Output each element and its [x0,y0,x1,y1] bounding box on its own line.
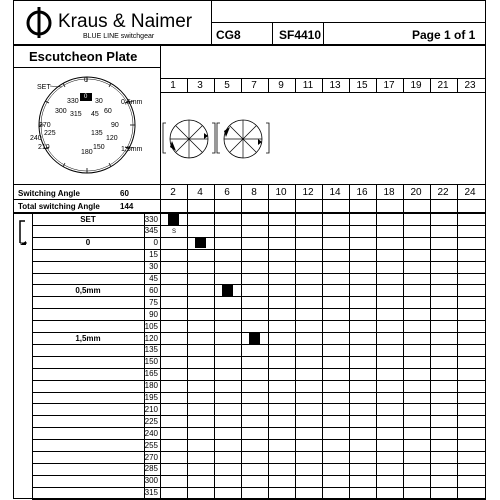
dial-number: 90 [111,122,119,129]
top-terminal-number: 3 [197,80,203,91]
header-rule [211,22,486,23]
angle-value: 180 [144,381,158,391]
angle-value: 270 [144,452,158,462]
brand-name: Kraus & Naimer [58,11,193,32]
bottom-terminal-number: 12 [302,187,314,198]
dial-number: 225 [44,130,56,137]
bottom-terminal-number: 20 [410,187,422,198]
escutcheon-title: Escutcheon Plate [29,49,138,64]
angle-value: 15 [149,250,158,260]
header-divider [272,22,273,44]
angle-value: 30 [149,262,158,272]
top-terminal-number: 15 [356,80,368,91]
position-label: 0 [85,238,91,248]
brand-tagline: BLUE LINE switchgear [83,33,155,40]
separator [13,199,486,200]
angle-value: 45 [149,274,158,283]
table-row [32,380,486,381]
set-arrow-icon [14,219,32,247]
top-terminal-number: 11 [302,80,314,91]
top-terminal-number: 13 [329,80,341,91]
top-terminal-number: 21 [437,80,449,91]
small-note: S [172,229,177,235]
dial-number: 210 [38,144,50,151]
table-row [32,249,486,250]
angle-value: 330 [144,214,158,224]
angle-value: 345 [144,226,158,236]
top-terminal-number: 9 [278,80,284,91]
table-row [32,487,486,488]
table-row [32,344,486,345]
program-number: SF4410 [279,28,322,42]
angle-value: 315 [144,488,158,498]
bottom-terminal-number: 14 [329,187,341,198]
table-row [32,225,486,226]
position-label: 0,5mm [75,285,101,295]
position-label: 1,5mm [75,333,101,343]
table-row [32,451,486,452]
bottom-terminal-number: 18 [383,187,395,198]
dial-number: 180 [81,149,93,156]
contact-closed-mark [222,285,233,296]
total-angle-value: 144 [120,202,134,211]
table-row [32,475,486,476]
dial-pointer-label: 0 [84,94,88,100]
bottom-terminal-number: 16 [356,187,368,198]
table-row [32,296,486,297]
top-terminal-number: 1 [170,80,176,91]
table-row [32,499,486,500]
angle-value: 120 [144,333,158,343]
angle-value: 240 [144,428,158,438]
bottom-terminal-number: 22 [437,187,449,198]
table-row [32,415,486,416]
value-underline [111,199,146,200]
table-row [32,320,486,321]
angle-value: 165 [144,369,158,379]
table-row [32,237,486,238]
total-angle-label: Total switching Angle [18,202,100,211]
dial-number: 45 [91,111,99,118]
separator [13,44,486,46]
dial-number: 315 [70,111,82,118]
table-row [32,439,486,440]
dial-number: 300 [55,108,67,115]
bottom-terminal-number: 2 [170,187,176,198]
dial-label-mid: 0,5mm [121,99,143,106]
angle-value: 255 [144,440,158,450]
page-indicator: Page 1 of 1 [412,28,476,42]
dial-number: 60 [104,108,112,115]
dial-number: 30 [95,98,103,105]
bottom-terminal-number: 4 [197,187,203,198]
header-divider [323,22,324,44]
table-row [32,273,486,274]
contact-closed-mark [249,333,260,344]
angle-value: 195 [144,393,158,402]
dial-number: 150 [93,144,105,151]
switching-angle-value: 60 [120,189,129,198]
bottom-terminal-number: 8 [251,187,257,198]
angle-value: 225 [144,416,158,426]
brand-logo-icon [22,5,56,39]
separator [13,184,486,185]
contact-closed-mark [168,214,179,225]
top-terminal-number: 17 [383,80,395,91]
switching-angle-label: Switching Angle [18,189,80,198]
dial-number: 330 [67,98,79,105]
table-row [32,261,486,262]
top-terminal-number: 7 [251,80,257,91]
bottom-terminal-number: 6 [224,187,230,198]
table-row [32,463,486,464]
escutcheon-dial [14,68,160,178]
table-row [32,427,486,428]
dial-number: 240 [30,135,42,142]
contact-symbol-diagram [160,93,272,178]
angle-value: 285 [144,464,158,474]
top-terminal-number: 19 [410,80,422,91]
angle-value: 135 [144,345,158,355]
angle-value: 60 [149,285,158,295]
angle-value: 210 [144,404,158,414]
table-row [32,356,486,357]
bottom-terminal-number: 10 [275,187,287,198]
angle-value: 105 [144,321,158,331]
dial-set-label: SET [37,84,51,91]
dial-number: 0 [84,77,88,84]
table-row [32,392,486,393]
bottom-terminal-number: 24 [464,187,476,198]
dial-number: 120 [106,135,118,142]
angle-value: 90 [149,309,158,319]
angle-value: 150 [144,357,158,367]
position-label: SET [80,214,96,224]
dial-number: 270 [39,122,51,129]
dial-label-end: 1,5mm [121,146,143,153]
separator [13,212,486,214]
table-row [32,308,486,309]
angle-value: 75 [149,297,158,307]
series-code: CG8 [216,28,241,42]
angle-value: 300 [144,476,158,486]
angle-value: 0 [153,238,158,248]
contact-closed-mark [195,237,206,248]
table-row [32,403,486,404]
table-row [32,368,486,369]
top-terminal-number: 23 [464,80,476,91]
separator [160,78,486,79]
dial-number: 135 [91,130,103,137]
top-terminal-number: 5 [224,80,230,91]
